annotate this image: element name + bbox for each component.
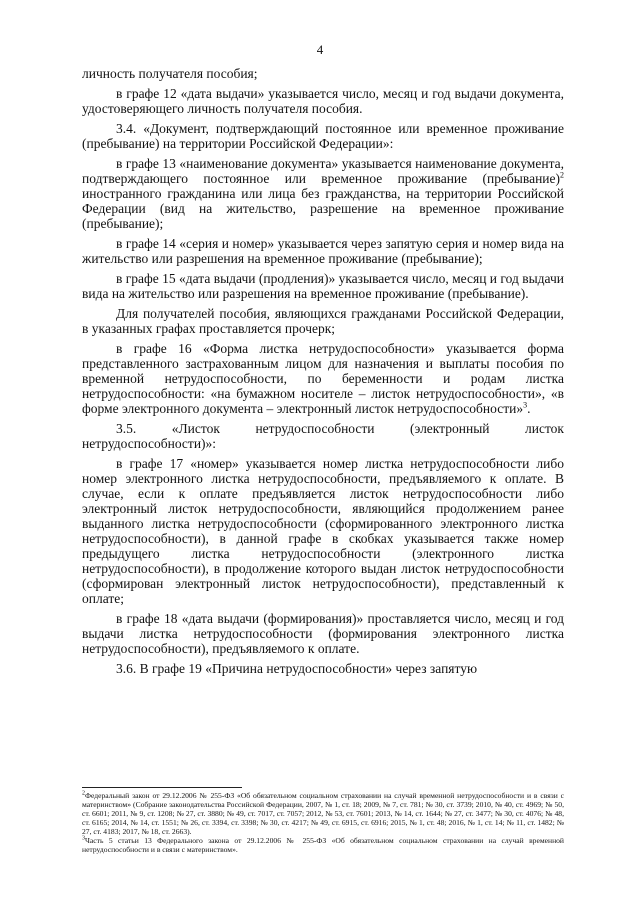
paragraph-1: личность получателя пособия;	[82, 66, 258, 81]
footnote-ref-2: 2	[560, 170, 564, 180]
paragraph-3-6: 3.6. В графе 19 «Причина нетрудоспособности» через запятую	[116, 661, 478, 676]
paragraph-3-4: 3.4. «Документ, подтверждающий постоянное или временное проживание (пребывание) на территории Российской Федерации»:	[82, 121, 564, 151]
footnote-3-text: Часть 5 статьи 13 Федерального закона от 29.12.2006 № 255-ФЗ «Об обязательном социальном страховании на случай временной нетрудоспособности и в связи с материнством».	[82, 836, 564, 854]
footnote-ref-3: 3	[523, 400, 528, 410]
paragraph-2: в графе 12 «дата выдачи» указывается число, месяц и год выдачи документа, удостоверяющего личность получателя пособия.	[82, 86, 564, 116]
footnote-divider	[82, 787, 242, 788]
footnote-2	[82, 791, 564, 836]
footnotes	[82, 791, 564, 854]
paragraph-11: в графе 18 «дата выдачи (формирования)» проставляется число, месяц и год выдачи листка нетрудоспособности (формирования электронного листка нетрудоспособности), предъявляемого к оплате.	[82, 611, 564, 656]
paragraph-8: в графе 16 «Форма листка нетрудоспособности» указывается форма представленного застрахованным лицом для назначения и выплаты пособия по временной нетрудоспособности, по беременности и родам листка нетрудоспособности: «на бумажном носителе – листок нетрудоспособности», «в форме электронного документа – электронный листок нетрудоспособности»$^3$.	[82, 341, 564, 416]
footnote-3-mark: 3	[82, 835, 85, 842]
document-body	[82, 66, 564, 681]
footnote-2-mark: 2	[82, 790, 85, 797]
paragraph-4-part-b: иностранного гражданина или лица без гражданства, на территории Российской Федерации (вид на жительство, разрешение на временное проживание (пребывание);	[82, 186, 564, 231]
paragraph-4-part-a: в графе 13 «наименование документа» указывается наименование документа, подтверждающего постоянное или временное проживание (пребывание)	[82, 156, 564, 186]
paragraph-8-text: в графе 16 «Форма листка нетрудоспособности» указывается форма представленного застрахованным лицом для назначения и выплаты пособия по временной нетрудоспособности, по беременности и родам листка нетрудоспособности: «на бумажном носителе – листок нетрудоспособности», «в форме электронного документа – электронный листок нетрудоспособности»	[82, 341, 564, 416]
paragraph-7: Для получателей пособия, являющихся гражданами Российской Федерации, в указанных графах проставляется прочерк;	[82, 306, 564, 336]
paragraph-3-5: 3.5. «Листок нетрудоспособности (электронный листок нетрудоспособности)»:	[82, 421, 564, 451]
paragraph-4	[82, 156, 564, 231]
footnote-2-text: Федеральный закон от 29.12.2006 № 255-ФЗ «Об обязательном социальном страховании на случай временной нетрудоспособности и в связи с материнством» (Собрание законодательства Российской Федерации, 2007, № 1, ст. 18; 2009, № 7, ст. 781; № 30, ст. 3739; 2010, № 40, ст. 4969; № 50, ст. 6601; 2011, № 9, ст. 1208; № 27, ст. 3880; № 49, ст. 7017, ст. 7057; 2012, № 53, ст. 7601; 2013, № 14, ст. 1644; № 27, ст. 3477; № 30, ст. 4076; № 48, ст. 6165; 2014, № 14, ст. 1551; № 26, ст. 3394, ст. 3398; № 30, ст. 4217; № 49, ст. 6915, ст. 6916; 2015, № 1, ст. 48; 2016, № 1, ст. 14; № 11, ст. 1482; № 27, ст. 4183; 2017, № 18, ст. 2663).	[82, 791, 564, 836]
paragraph-5: в графе 14 «серия и номер» указывается через запятую серия и номер вида на жительство или разрешения на временное проживание (пребывание);	[82, 236, 564, 266]
footnote-3	[82, 836, 564, 854]
paragraph-10: в графе 17 «номер» указывается номер листка нетрудоспособности либо номер электронного листка нетрудоспособности, предъявляемого к оплате. В случае, если к оплате предъявляется листок нетрудоспособности либо электронный листок нетрудоспособности, являющийся продолжением ранее выданного листка нетрудоспособности (сформированного электронного листка нетрудоспособности), в данной графе в скобках указывается также номер предыдущего листка нетрудоспособности (электронного листка нетрудоспособности), в продолжение которого выдан листок нетрудоспособности (сформирован электронный листок нетрудоспособности), представленный к оплате;	[82, 456, 564, 606]
paragraph-6: в графе 15 «дата выдачи (продления)» указывается число, месяц и год выдачи вида на жительство или разрешения на временное проживание (пребывание).	[82, 271, 564, 301]
page-number: 4	[316, 42, 324, 57]
